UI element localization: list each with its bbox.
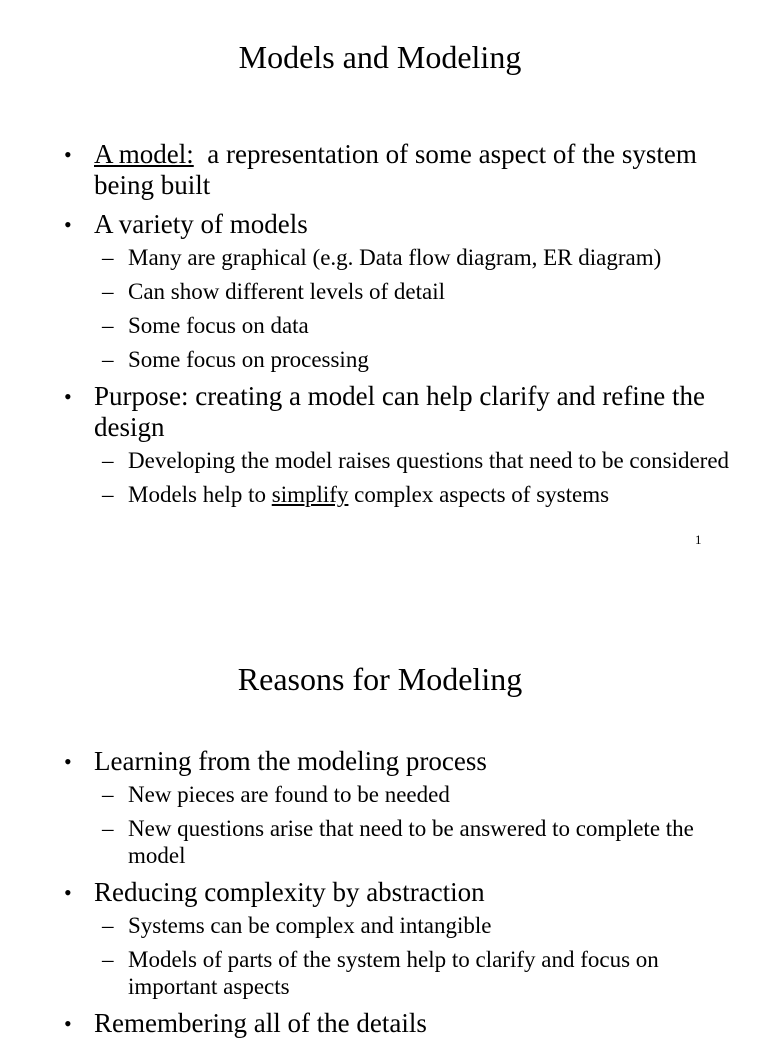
bullet-icon: •	[64, 880, 72, 905]
dash-icon: –	[102, 347, 114, 372]
bullet-list	[0, 746, 768, 1039]
sub-bullet	[0, 815, 738, 869]
sub-bullet-list	[94, 781, 738, 869]
bullet-icon: •	[64, 384, 72, 409]
dash-icon: –	[102, 313, 114, 338]
bullet-variety	[0, 209, 768, 373]
bullet-text: Purpose: creating a model can help clarify and refine the design	[94, 381, 705, 442]
sub-bullet	[0, 912, 738, 939]
bullet-text: Remembering all of the details	[94, 1008, 427, 1038]
sub-bullet-text: New questions arise that need to be answered to complete the model	[128, 816, 694, 868]
bullet-text: Reducing complexity by abstraction	[94, 877, 485, 907]
sub-bullet	[0, 244, 738, 271]
sub-bullet-text: Some focus on processing	[128, 347, 369, 372]
dash-icon: –	[102, 482, 114, 507]
slide-title: Reasons for Modeling	[237, 661, 523, 697]
dash-icon: –	[102, 816, 114, 841]
sub-bullet-text-pre: Models help to	[128, 482, 272, 507]
sub-bullet	[0, 481, 738, 508]
sub-bullet-list	[94, 447, 738, 508]
bullet-icon: •	[64, 142, 72, 167]
slide-2	[0, 620, 768, 1038]
sub-bullet-text-post: complex aspects of systems	[348, 482, 610, 507]
sub-bullet-text: Some focus on data	[128, 313, 309, 338]
bullet-reducing	[0, 877, 768, 1000]
dash-icon: –	[102, 245, 114, 270]
sub-bullet	[0, 278, 738, 305]
dash-icon: –	[102, 913, 114, 938]
dash-icon: –	[102, 782, 114, 807]
sub-bullet-list	[94, 244, 738, 373]
simplify-term: simplify	[271, 482, 349, 507]
dash-icon: –	[102, 279, 114, 304]
sub-bullet	[0, 946, 738, 1000]
slide-title: Models and Modeling	[238, 39, 522, 75]
bullet-model-definition	[0, 139, 768, 201]
sub-bullet-text: Can show different levels of detail	[128, 279, 446, 304]
sub-bullet	[0, 312, 738, 339]
sub-bullet	[0, 447, 738, 474]
bullet-icon: •	[64, 212, 72, 237]
model-definition-text: a representation of some aspect of the system being built	[94, 139, 697, 200]
bullet-text: Learning from the modeling process	[94, 746, 487, 776]
sub-bullet-text: New pieces are found to be needed	[128, 782, 450, 807]
sub-bullet	[0, 781, 738, 808]
page-number: 1	[695, 532, 702, 547]
sub-bullet-text: Systems can be complex and intangible	[128, 913, 492, 938]
dash-icon: –	[102, 448, 114, 473]
bullet-list	[0, 139, 768, 515]
dash-icon: –	[102, 947, 114, 972]
bullet-text: A variety of models	[94, 209, 308, 239]
bullet-purpose	[0, 381, 768, 508]
sub-bullet-list	[94, 912, 738, 1000]
model-term: A model:	[94, 139, 194, 169]
sub-bullet	[0, 346, 738, 373]
sub-bullet-text: Models of parts of the system help to clarify and focus on important aspects	[128, 947, 659, 999]
bullet-icon: •	[64, 1011, 72, 1036]
sub-bullet-text: Many are graphical (e.g. Data flow diagram, ER diagram)	[128, 245, 662, 270]
bullet-icon: •	[64, 749, 72, 774]
bullet-learning	[0, 746, 768, 869]
sub-bullet-text: Developing the model raises questions that need to be considered	[128, 448, 730, 473]
